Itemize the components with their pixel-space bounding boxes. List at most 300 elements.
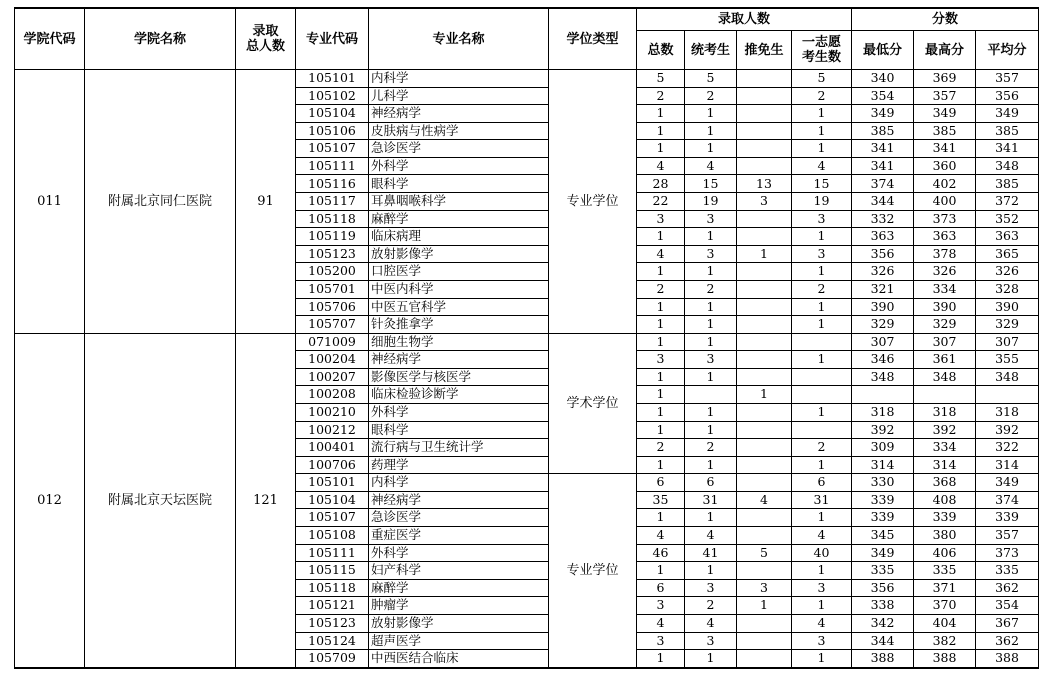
admitted-total-cell: 22: [637, 193, 685, 211]
first-choice-cell: 1: [792, 263, 852, 281]
major-name-cell: 皮肤病与性病学: [369, 122, 549, 140]
major-name-cell: 中西医结合临床: [369, 650, 549, 668]
max-score-cell: 392: [914, 421, 976, 439]
recommended-cell: [737, 527, 792, 545]
major-name-cell: 重症医学: [369, 527, 549, 545]
header-avg-score: 平均分: [976, 31, 1039, 70]
major-code-cell: 105707: [296, 316, 369, 334]
admitted-total-cell: 1: [637, 298, 685, 316]
unified-cell: 1: [685, 316, 737, 334]
admitted-total-cell: 46: [637, 544, 685, 562]
header-admitted: 录取人数: [637, 8, 852, 31]
major-code-cell: 105118: [296, 579, 369, 597]
avg-score-cell: 388: [976, 650, 1039, 668]
unified-cell: 1: [685, 650, 737, 668]
max-score-cell: 373: [914, 210, 976, 228]
max-score-cell: [914, 386, 976, 404]
major-code-cell: 071009: [296, 333, 369, 351]
min-score-cell: 345: [852, 527, 914, 545]
first-choice-cell: [792, 333, 852, 351]
unified-cell: 1: [685, 228, 737, 246]
header-unified: 统考生: [685, 31, 737, 70]
major-name-cell: 外科学: [369, 403, 549, 421]
major-code-cell: 105116: [296, 175, 369, 193]
recommended-cell: [737, 509, 792, 527]
unified-cell: 3: [685, 579, 737, 597]
recommended-cell: 3: [737, 193, 792, 211]
major-name-cell: 内科学: [369, 70, 549, 88]
first-choice-cell: 1: [792, 298, 852, 316]
admitted-total-cell: 6: [637, 579, 685, 597]
recommended-cell: [737, 316, 792, 334]
avg-score-cell: 352: [976, 210, 1039, 228]
major-code-cell: 100401: [296, 439, 369, 457]
admitted-total-cell: 2: [637, 439, 685, 457]
recommended-cell: [737, 280, 792, 298]
major-code-cell: 105101: [296, 70, 369, 88]
unified-cell: 3: [685, 351, 737, 369]
max-score-cell: 307: [914, 333, 976, 351]
min-score-cell: 314: [852, 456, 914, 474]
min-score-cell: 344: [852, 193, 914, 211]
min-score-cell: 321: [852, 280, 914, 298]
min-score-cell: 392: [852, 421, 914, 439]
header-degree-type: 学位类型: [549, 8, 637, 70]
min-score-cell: 390: [852, 298, 914, 316]
major-code-cell: 105108: [296, 527, 369, 545]
recommended-cell: [737, 562, 792, 580]
max-score-cell: 380: [914, 527, 976, 545]
table-row: [15, 333, 1039, 351]
recommended-cell: [737, 122, 792, 140]
unified-cell: 1: [685, 263, 737, 281]
max-score-cell: 318: [914, 403, 976, 421]
first-choice-cell: 3: [792, 579, 852, 597]
min-score-cell: 374: [852, 175, 914, 193]
recommended-cell: [737, 650, 792, 668]
major-name-cell: 耳鼻咽喉科学: [369, 193, 549, 211]
unified-cell: 1: [685, 105, 737, 123]
min-score-cell: 309: [852, 439, 914, 457]
recommended-cell: [737, 474, 792, 492]
major-code-cell: 105123: [296, 245, 369, 263]
admitted-total-cell: 3: [637, 351, 685, 369]
header-min-score: 最低分: [852, 31, 914, 70]
recommended-cell: [737, 403, 792, 421]
admitted-total-cell: 3: [637, 210, 685, 228]
max-score-cell: 382: [914, 632, 976, 650]
major-name-cell: 内科学: [369, 474, 549, 492]
recommended-cell: 1: [737, 245, 792, 263]
header-total-line2: 总人数: [245, 39, 285, 54]
max-score-cell: 363: [914, 228, 976, 246]
major-name-cell: 临床检验诊断学: [369, 386, 549, 404]
major-code-cell: 100204: [296, 351, 369, 369]
recommended-cell: 4: [737, 491, 792, 509]
avg-score-cell: 365: [976, 245, 1039, 263]
major-name-cell: 神经病学: [369, 351, 549, 369]
unified-cell: 2: [685, 280, 737, 298]
avg-score-cell: 385: [976, 122, 1039, 140]
first-choice-cell: 1: [792, 105, 852, 123]
avg-score-cell: 322: [976, 439, 1039, 457]
major-code-cell: 100212: [296, 421, 369, 439]
first-choice-cell: [792, 421, 852, 439]
min-score-cell: 326: [852, 263, 914, 281]
first-choice-cell: 19: [792, 193, 852, 211]
avg-score-cell: 348: [976, 368, 1039, 386]
admitted-total-cell: 1: [637, 316, 685, 334]
first-choice-cell: 3: [792, 632, 852, 650]
recommended-cell: 1: [737, 597, 792, 615]
major-name-cell: 神经病学: [369, 491, 549, 509]
max-score-cell: 371: [914, 579, 976, 597]
major-code-cell: 105117: [296, 193, 369, 211]
degree-type-cell: 专业学位: [549, 474, 637, 668]
major-code-cell: 105121: [296, 597, 369, 615]
admitted-total-cell: 1: [637, 122, 685, 140]
unified-cell: 1: [685, 403, 737, 421]
max-score-cell: 368: [914, 474, 976, 492]
header-total-admitted: [236, 8, 296, 70]
unified-cell: 31: [685, 491, 737, 509]
first-choice-cell: 4: [792, 614, 852, 632]
recommended-cell: 3: [737, 579, 792, 597]
admitted-total-cell: 4: [637, 157, 685, 175]
major-name-cell: 影像医学与核医学: [369, 368, 549, 386]
major-code-cell: 105111: [296, 157, 369, 175]
max-score-cell: 341: [914, 140, 976, 158]
header-scores: 分数: [852, 8, 1039, 31]
unified-cell: 2: [685, 439, 737, 457]
min-score-cell: 344: [852, 632, 914, 650]
major-name-cell: 针灸推拿学: [369, 316, 549, 334]
header-major-name: 专业名称: [369, 8, 549, 70]
header-first-line1: 一志愿: [801, 35, 841, 50]
unified-cell: 3: [685, 210, 737, 228]
major-code-cell: 105701: [296, 280, 369, 298]
recommended-cell: [737, 333, 792, 351]
major-code-cell: 105106: [296, 122, 369, 140]
major-name-cell: 中医内科学: [369, 280, 549, 298]
header-admitted-total: 总数: [637, 31, 685, 70]
major-code-cell: 105706: [296, 298, 369, 316]
max-score-cell: 406: [914, 544, 976, 562]
college-code-cell: 011: [15, 70, 85, 334]
first-choice-cell: 1: [792, 316, 852, 334]
unified-cell: 4: [685, 614, 737, 632]
avg-score-cell: 392: [976, 421, 1039, 439]
first-choice-cell: 40: [792, 544, 852, 562]
first-choice-cell: 15: [792, 175, 852, 193]
min-score-cell: 341: [852, 140, 914, 158]
max-score-cell: 385: [914, 122, 976, 140]
recommended-cell: [737, 87, 792, 105]
min-score-cell: 388: [852, 650, 914, 668]
avg-score-cell: 348: [976, 157, 1039, 175]
max-score-cell: 314: [914, 456, 976, 474]
recommended-cell: 5: [737, 544, 792, 562]
min-score-cell: 340: [852, 70, 914, 88]
major-name-cell: 眼科学: [369, 421, 549, 439]
avg-score-cell: 314: [976, 456, 1039, 474]
recommended-cell: [737, 456, 792, 474]
admitted-total-cell: 4: [637, 245, 685, 263]
major-name-cell: 超声医学: [369, 632, 549, 650]
avg-score-cell: 367: [976, 614, 1039, 632]
first-choice-cell: 1: [792, 650, 852, 668]
first-choice-cell: 1: [792, 403, 852, 421]
major-name-cell: 急诊医学: [369, 509, 549, 527]
recommended-cell: [737, 263, 792, 281]
min-score-cell: 354: [852, 87, 914, 105]
min-score-cell: 348: [852, 368, 914, 386]
max-score-cell: 408: [914, 491, 976, 509]
admitted-total-cell: 3: [637, 632, 685, 650]
min-score-cell: 318: [852, 403, 914, 421]
avg-score-cell: 307: [976, 333, 1039, 351]
unified-cell: 6: [685, 474, 737, 492]
degree-type-cell: 学术学位: [549, 333, 637, 474]
unified-cell: 4: [685, 527, 737, 545]
avg-score-cell: 329: [976, 316, 1039, 334]
min-score-cell: 330: [852, 474, 914, 492]
recommended-cell: [737, 210, 792, 228]
major-name-cell: 妇产科学: [369, 562, 549, 580]
first-choice-cell: 5: [792, 70, 852, 88]
first-choice-cell: 1: [792, 509, 852, 527]
unified-cell: 5: [685, 70, 737, 88]
min-score-cell: 342: [852, 614, 914, 632]
max-score-cell: 378: [914, 245, 976, 263]
admitted-total-cell: 1: [637, 562, 685, 580]
max-score-cell: 349: [914, 105, 976, 123]
unified-cell: 1: [685, 368, 737, 386]
recommended-cell: [737, 351, 792, 369]
major-code-cell: 105111: [296, 544, 369, 562]
major-name-cell: 细胞生物学: [369, 333, 549, 351]
college-total-cell: 91: [236, 70, 296, 334]
unified-cell: 1: [685, 509, 737, 527]
min-score-cell: 341: [852, 157, 914, 175]
first-choice-cell: 4: [792, 527, 852, 545]
major-name-cell: 口腔医学: [369, 263, 549, 281]
min-score-cell: 385: [852, 122, 914, 140]
recommended-cell: [737, 70, 792, 88]
unified-cell: 15: [685, 175, 737, 193]
avg-score-cell: 372: [976, 193, 1039, 211]
admitted-total-cell: 1: [637, 421, 685, 439]
admitted-total-cell: 1: [637, 456, 685, 474]
recommended-cell: [737, 632, 792, 650]
min-score-cell: 339: [852, 509, 914, 527]
major-name-cell: 急诊医学: [369, 140, 549, 158]
avg-score-cell: 374: [976, 491, 1039, 509]
max-score-cell: 329: [914, 316, 976, 334]
unified-cell: 1: [685, 421, 737, 439]
recommended-cell: [737, 439, 792, 457]
admitted-total-cell: 1: [637, 263, 685, 281]
max-score-cell: 369: [914, 70, 976, 88]
avg-score-cell: 326: [976, 263, 1039, 281]
admitted-total-cell: 2: [637, 87, 685, 105]
first-choice-cell: 6: [792, 474, 852, 492]
admitted-total-cell: 1: [637, 509, 685, 527]
major-name-cell: 外科学: [369, 157, 549, 175]
unified-cell: 2: [685, 87, 737, 105]
avg-score-cell: 355: [976, 351, 1039, 369]
first-choice-cell: 1: [792, 456, 852, 474]
min-score-cell: 346: [852, 351, 914, 369]
min-score-cell: 363: [852, 228, 914, 246]
max-score-cell: 404: [914, 614, 976, 632]
unified-cell: 3: [685, 632, 737, 650]
recommended-cell: [737, 421, 792, 439]
admitted-total-cell: 2: [637, 280, 685, 298]
first-choice-cell: 3: [792, 210, 852, 228]
major-code-cell: 105200: [296, 263, 369, 281]
recommended-cell: [737, 228, 792, 246]
admitted-total-cell: 1: [637, 650, 685, 668]
college-name-cell: 附属北京同仁医院: [85, 70, 236, 334]
recommended-cell: [737, 105, 792, 123]
admitted-total-cell: 1: [637, 368, 685, 386]
avg-score-cell: 373: [976, 544, 1039, 562]
avg-score-cell: [976, 386, 1039, 404]
major-name-cell: 中医五官科学: [369, 298, 549, 316]
unified-cell: 4: [685, 157, 737, 175]
recommended-cell: [737, 614, 792, 632]
major-code-cell: 100210: [296, 403, 369, 421]
admitted-total-cell: 1: [637, 333, 685, 351]
unified-cell: 1: [685, 333, 737, 351]
recommended-cell: 1: [737, 386, 792, 404]
first-choice-cell: 1: [792, 562, 852, 580]
unified-cell: 1: [685, 122, 737, 140]
admitted-total-cell: 1: [637, 386, 685, 404]
college-name-cell: 附属北京天坛医院: [85, 333, 236, 667]
first-choice-cell: 2: [792, 439, 852, 457]
major-name-cell: 临床病理: [369, 228, 549, 246]
unified-cell: 1: [685, 298, 737, 316]
major-name-cell: 放射影像学: [369, 245, 549, 263]
major-code-cell: 100706: [296, 456, 369, 474]
avg-score-cell: 362: [976, 632, 1039, 650]
min-score-cell: 339: [852, 491, 914, 509]
admitted-total-cell: 4: [637, 614, 685, 632]
first-choice-cell: [792, 386, 852, 404]
table-row: [15, 70, 1039, 88]
admitted-total-cell: 35: [637, 491, 685, 509]
avg-score-cell: 339: [976, 509, 1039, 527]
min-score-cell: [852, 386, 914, 404]
max-score-cell: 348: [914, 368, 976, 386]
recommended-cell: [737, 157, 792, 175]
min-score-cell: 349: [852, 544, 914, 562]
avg-score-cell: 385: [976, 175, 1039, 193]
major-name-cell: 神经病学: [369, 105, 549, 123]
avg-score-cell: 357: [976, 70, 1039, 88]
admitted-total-cell: 1: [637, 228, 685, 246]
max-score-cell: 334: [914, 280, 976, 298]
table-body: [15, 70, 1039, 668]
first-choice-cell: 3: [792, 245, 852, 263]
max-score-cell: 334: [914, 439, 976, 457]
degree-type-cell: 专业学位: [549, 70, 637, 334]
major-code-cell: 100208: [296, 386, 369, 404]
major-code-cell: 105101: [296, 474, 369, 492]
admitted-total-cell: 1: [637, 403, 685, 421]
major-name-cell: 眼科学: [369, 175, 549, 193]
first-choice-cell: [792, 368, 852, 386]
avg-score-cell: 363: [976, 228, 1039, 246]
min-score-cell: 335: [852, 562, 914, 580]
major-code-cell: 105119: [296, 228, 369, 246]
admitted-total-cell: 28: [637, 175, 685, 193]
min-score-cell: 356: [852, 579, 914, 597]
recommended-cell: [737, 368, 792, 386]
header-major-code: 专业代码: [296, 8, 369, 70]
unified-cell: 1: [685, 140, 737, 158]
admitted-total-cell: 6: [637, 474, 685, 492]
max-score-cell: 335: [914, 562, 976, 580]
min-score-cell: 329: [852, 316, 914, 334]
recommended-cell: [737, 298, 792, 316]
max-score-cell: 339: [914, 509, 976, 527]
first-choice-cell: 4: [792, 157, 852, 175]
first-choice-cell: 1: [792, 140, 852, 158]
admitted-total-cell: 3: [637, 597, 685, 615]
college-code-cell: 012: [15, 333, 85, 667]
first-choice-cell: 31: [792, 491, 852, 509]
min-score-cell: 338: [852, 597, 914, 615]
avg-score-cell: 318: [976, 403, 1039, 421]
unified-cell: [685, 386, 737, 404]
avg-score-cell: 335: [976, 562, 1039, 580]
avg-score-cell: 341: [976, 140, 1039, 158]
first-choice-cell: 2: [792, 87, 852, 105]
major-code-cell: 105107: [296, 509, 369, 527]
max-score-cell: 400: [914, 193, 976, 211]
admitted-total-cell: 1: [637, 105, 685, 123]
header-college-name: 学院名称: [85, 8, 236, 70]
avg-score-cell: 390: [976, 298, 1039, 316]
major-name-cell: 麻醉学: [369, 210, 549, 228]
header-college-code: 学院代码: [15, 8, 85, 70]
max-score-cell: 360: [914, 157, 976, 175]
major-code-cell: 105104: [296, 491, 369, 509]
major-code-cell: 105123: [296, 614, 369, 632]
major-name-cell: 流行病与卫生统计学: [369, 439, 549, 457]
unified-cell: 1: [685, 456, 737, 474]
first-choice-cell: 1: [792, 122, 852, 140]
avg-score-cell: 362: [976, 579, 1039, 597]
avg-score-cell: 328: [976, 280, 1039, 298]
unified-cell: 1: [685, 562, 737, 580]
max-score-cell: 361: [914, 351, 976, 369]
header-first-line2: 考生数: [801, 50, 841, 65]
major-name-cell: 外科学: [369, 544, 549, 562]
avg-score-cell: 356: [976, 87, 1039, 105]
avg-score-cell: 349: [976, 474, 1039, 492]
min-score-cell: 332: [852, 210, 914, 228]
recommended-cell: [737, 140, 792, 158]
max-score-cell: 388: [914, 650, 976, 668]
max-score-cell: 370: [914, 597, 976, 615]
unified-cell: 19: [685, 193, 737, 211]
major-name-cell: 儿科学: [369, 87, 549, 105]
admitted-total-cell: 4: [637, 527, 685, 545]
